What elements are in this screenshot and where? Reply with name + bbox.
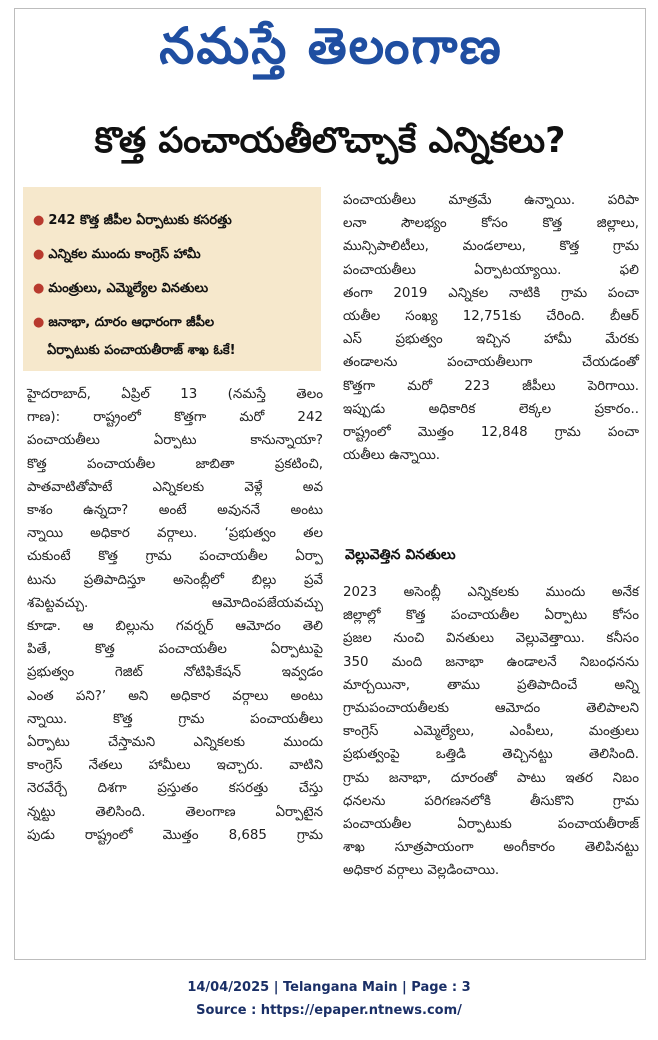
bullet-icon: ● [33,213,45,228]
highlight-item [33,279,317,299]
news-clipping [14,8,646,960]
article-left-column [27,383,323,847]
article-line: మున్సిపాలిటీలు, మండలాలు, కొత్త గ్రామ [343,239,639,255]
article-line: పాతవాటితోపాటే ఎన్నికలకు వెళ్లే అవ [27,479,323,495]
article-line: ధనలను పరిగణనలోకి తీసుకొని గ్రామ [343,793,639,809]
article-line: కూడా. ఆ బిల్లును గవర్నర్‌ ఆమోదం తెలి [27,619,323,635]
highlight-item [33,245,317,265]
bullet-icon: ● [33,315,45,330]
article-line: ఎస్‌ ప్రభుత్వం ఇచ్చిన హామీ మేరకు [343,332,639,348]
newspaper-logo: నమస్తే తెలంగాణ [159,17,503,75]
article-line: ఎంత పని?’ అని అధికార వర్గాలు అంటు [27,688,323,704]
article-line: న్నాయి. కొత్త గ్రామ పంచాయతీలు [27,711,323,727]
article-line: గ్రామపంచాయతీలకు ఆమోదం తెలిపాలని [343,701,639,717]
article-line: పంచాయతీలు మాత్రమే ఉన్నాయి. పరిపా [343,193,639,208]
article-line: పుడు రాష్ట్రంలో మొత్తం 8,685 గ్రామ [27,827,323,843]
article-right-column-top [343,189,639,467]
article-line: ప్రభుత్వం గెజిట్‌ నోటిఫికేషన్‌ ఇవ్వడం [27,665,323,681]
article-line: కాంగ్రెస్‌ ఎమ్మెల్యేలు, ఎంపీలు, మంత్రులు [343,724,639,740]
highlight-text: మంత్రులు, ఎమ్మెల్యేల వినతులు [48,281,209,296]
article-line: 2023 అసెంబ్లీ ఎన్నికలకు ముందు అనేక [343,585,639,600]
highlight-item [33,313,317,333]
article-line: పంచాయతీల ఏర్పాటుకు పంచాయతీరాజ్‌ [343,817,639,833]
highlight-text: ఎన్నికల ముందు కాంగ్రెస్‌ హామీ [48,247,201,262]
article-line: ఏర్పాటు చేస్తామని ఎన్నికలకు ముందు [27,735,323,751]
highlight-text: జనాభా, దూరం ఆధారంగా జీపీల [48,315,215,330]
article-line: పితే, కొత్త పంచాయతీల ఏర్పాటుపై [27,642,323,658]
article-line: ప్రజల నుంచి వినతులు వెల్లువెత్తాయి. కనీసం [343,631,639,647]
article-line: పంచాయతీలు ఏర్పాటు కానున్నాయా? [27,433,323,449]
article-line: రాష్ట్రంలో మొత్తం 12,848 గ్రామ పంచా [343,425,639,441]
article-line: కొత్తగా మరో 223 జీపీలు పెరిగాయి. [343,378,639,394]
article-line: ఇప్పుడు అధికారిక లెక్కల ప్రకారం.. [343,401,639,417]
headline: కొత్త పంచాయతీలొచ్చాకే ఎన్నికలు? [94,121,566,161]
bullet-icon: ● [33,247,45,262]
article-line: హైదరాబాద్‌, ఏప్రిల్‌ 13 (నమస్తే తెలం [27,387,323,402]
article-line: లనా సౌలభ్యం కోసం కొత్త జిల్లాలు, [343,216,639,232]
article-line: శపెట్టవచ్చు. ఆమోదింపజేయవచ్చు [27,595,323,611]
highlight-text: 242 కొత్త జీపీల ఏర్పాటుకు కసరత్తు [48,213,232,228]
article-line: న్నట్టు తెలిసింది. తెలంగాణ ఏర్పాటైన [27,804,323,820]
article-line: కాశం ఉన్నదా? అంటే అవుననే అంటు [27,503,323,519]
article-line: గ్రామ జనాభా, దూరంతో పాటు ఇతర నిబం [343,770,639,786]
footer-edition-info: 14/04/2025 | Telangana Main | Page : 3 [187,980,471,995]
highlights-box [23,187,321,371]
article-line: యతీల సంఖ్య 12,751కు చేరింది. బీఆర్‌ [343,309,639,325]
article-line: న్నాయి అధికార వర్గాలు. ‘ప్రభుత్వం తల [27,526,323,542]
article-line: యతీలు ఉన్నాయి. [343,448,441,464]
article-line: ప్రభుత్వంపై ఒత్తిడి తెచ్చినట్టు తెలిసింది. [343,747,639,763]
article-line: మార్చయినా, తాము ప్రతిపాదించే అన్ని [343,677,639,693]
article-line: పంచాయతీలు ఏర్పాటయ్యాయి. ఫలి [343,262,639,278]
article-line: కాంగ్రెస్‌ నేతలు హామీలు ఇచ్చారు. వాటిని [27,758,323,774]
article-line: కొత్త పంచాయతీల జాబితా ప్రకటించి, [27,456,323,472]
highlight-text: ఏర్పాటుకు పంచాయతీరాజ్‌ శాఖ ఓకే! [47,343,236,358]
article-line: చుకుంటే కొత్త గ్రామ పంచాయతీల ఏర్పా [27,549,323,565]
article-line: 350 మంది జనాభా ఉండాలనే నిబంధనను [343,654,639,670]
highlight-item [33,341,331,361]
highlight-item [33,211,317,231]
article-line: తండాలను పంచాయతీలుగా చేయడంతో [343,355,639,371]
article-line: తంగా 2019 ఎన్నికల నాటికి గ్రామ పంచా [343,285,639,301]
footer-source-link[interactable]: Source : https://epaper.ntnews.com/ [196,1003,462,1018]
article-line: టును ప్రతిపాదిస్తూ అసెంబ్లీలో బిల్లు ప్రవే [27,572,323,588]
article-right-column-bottom [343,581,639,883]
article-line: జిల్లాల్లో కొత్త పంచాయతీల ఏర్పాటు కోసం [343,608,639,624]
bullet-icon: ● [33,281,45,296]
article-line: అధికార వర్గాలు వెల్లడించాయి. [343,863,500,879]
article-line: శాఖ సూత్రపాయంగా అంగీకారం తెలిపినట్టు [343,840,639,856]
masthead [15,9,647,103]
subheading: వెల్లువెత్తిన వినతులు [345,547,456,563]
article-line: గాణ): రాష్ట్రంలో కొత్తగా మరో 242 [27,410,323,426]
article-line: నెరవేర్చే దిశగా ప్రస్తుతం కసరత్తు చేస్తు [27,781,323,797]
